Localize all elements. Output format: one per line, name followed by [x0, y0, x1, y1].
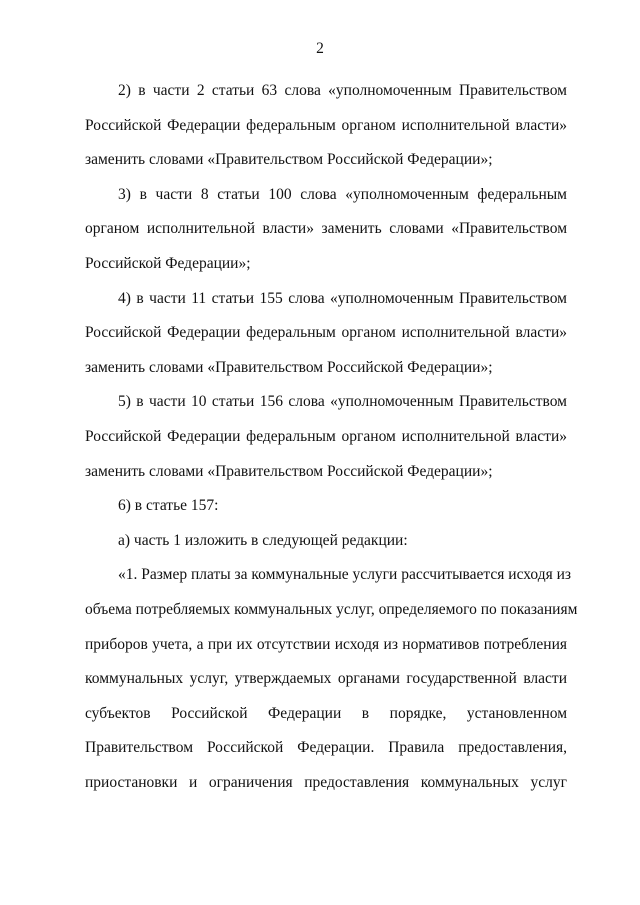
text-line: 6) в статье 157: — [118, 497, 219, 515]
text-line: 4) в части 11 статьи 155 слова «уполномоченным Правительством — [118, 289, 567, 307]
page-number: 2 — [316, 40, 324, 57]
text-line: 2) в части 2 статьи 63 слова «уполномоченным Правительством — [118, 82, 567, 99]
text-line: 5) в части 10 статьи 156 слова «уполномоченным Правительством — [118, 393, 567, 411]
text-line: Российской Федерации федеральным органом исполнительной власти» — [85, 324, 567, 342]
document-body — [85, 74, 578, 800]
paragraph — [85, 282, 567, 386]
text-line: а) часть 1 изложить в следующей редакции: — [118, 531, 408, 549]
paragraph — [85, 558, 578, 800]
paragraph — [85, 385, 567, 489]
text-line: коммунальных услуг, утверждаемых органами государственной власти — [85, 670, 567, 688]
paragraph — [85, 524, 567, 559]
text-line: «1. Размер платы за коммунальные услуги рассчитывается исходя из — [118, 566, 572, 584]
text-line: органом исполнительной власти» заменить словами «Правительством — [85, 220, 567, 238]
text-line: Правительством Российской Федерации. Правила предоставления, — [85, 739, 567, 757]
text-line: приостановки и ограничения предоставления коммунальных услуг — [85, 773, 567, 791]
text-line: заменить словами «Правительством Российской Федерации»; — [85, 462, 493, 480]
text-line: заменить словами «Правительством Российской Федерации»; — [85, 151, 493, 169]
paragraph — [85, 178, 567, 282]
text-line: субъектов Российской Федерации в порядке, установленном — [85, 704, 567, 722]
text-line: Российской Федерации федеральным органом исполнительной власти» — [85, 427, 567, 445]
text-line: 3) в части 8 статьи 100 слова «уполномоченным федеральным — [118, 185, 567, 203]
paragraph — [85, 74, 567, 178]
text-line: Российской Федерации федеральным органом исполнительной власти» — [85, 116, 567, 134]
text-line: приборов учета, а при их отсутствии исходя из нормативов потребления — [85, 635, 567, 653]
paragraph — [85, 489, 567, 524]
text-line: заменить словами «Правительством Российской Федерации»; — [85, 358, 493, 376]
text-line: Российской Федерации»; — [85, 254, 251, 272]
text-line: объема потребляемых коммунальных услуг, определяемого по показаниям — [85, 600, 578, 618]
